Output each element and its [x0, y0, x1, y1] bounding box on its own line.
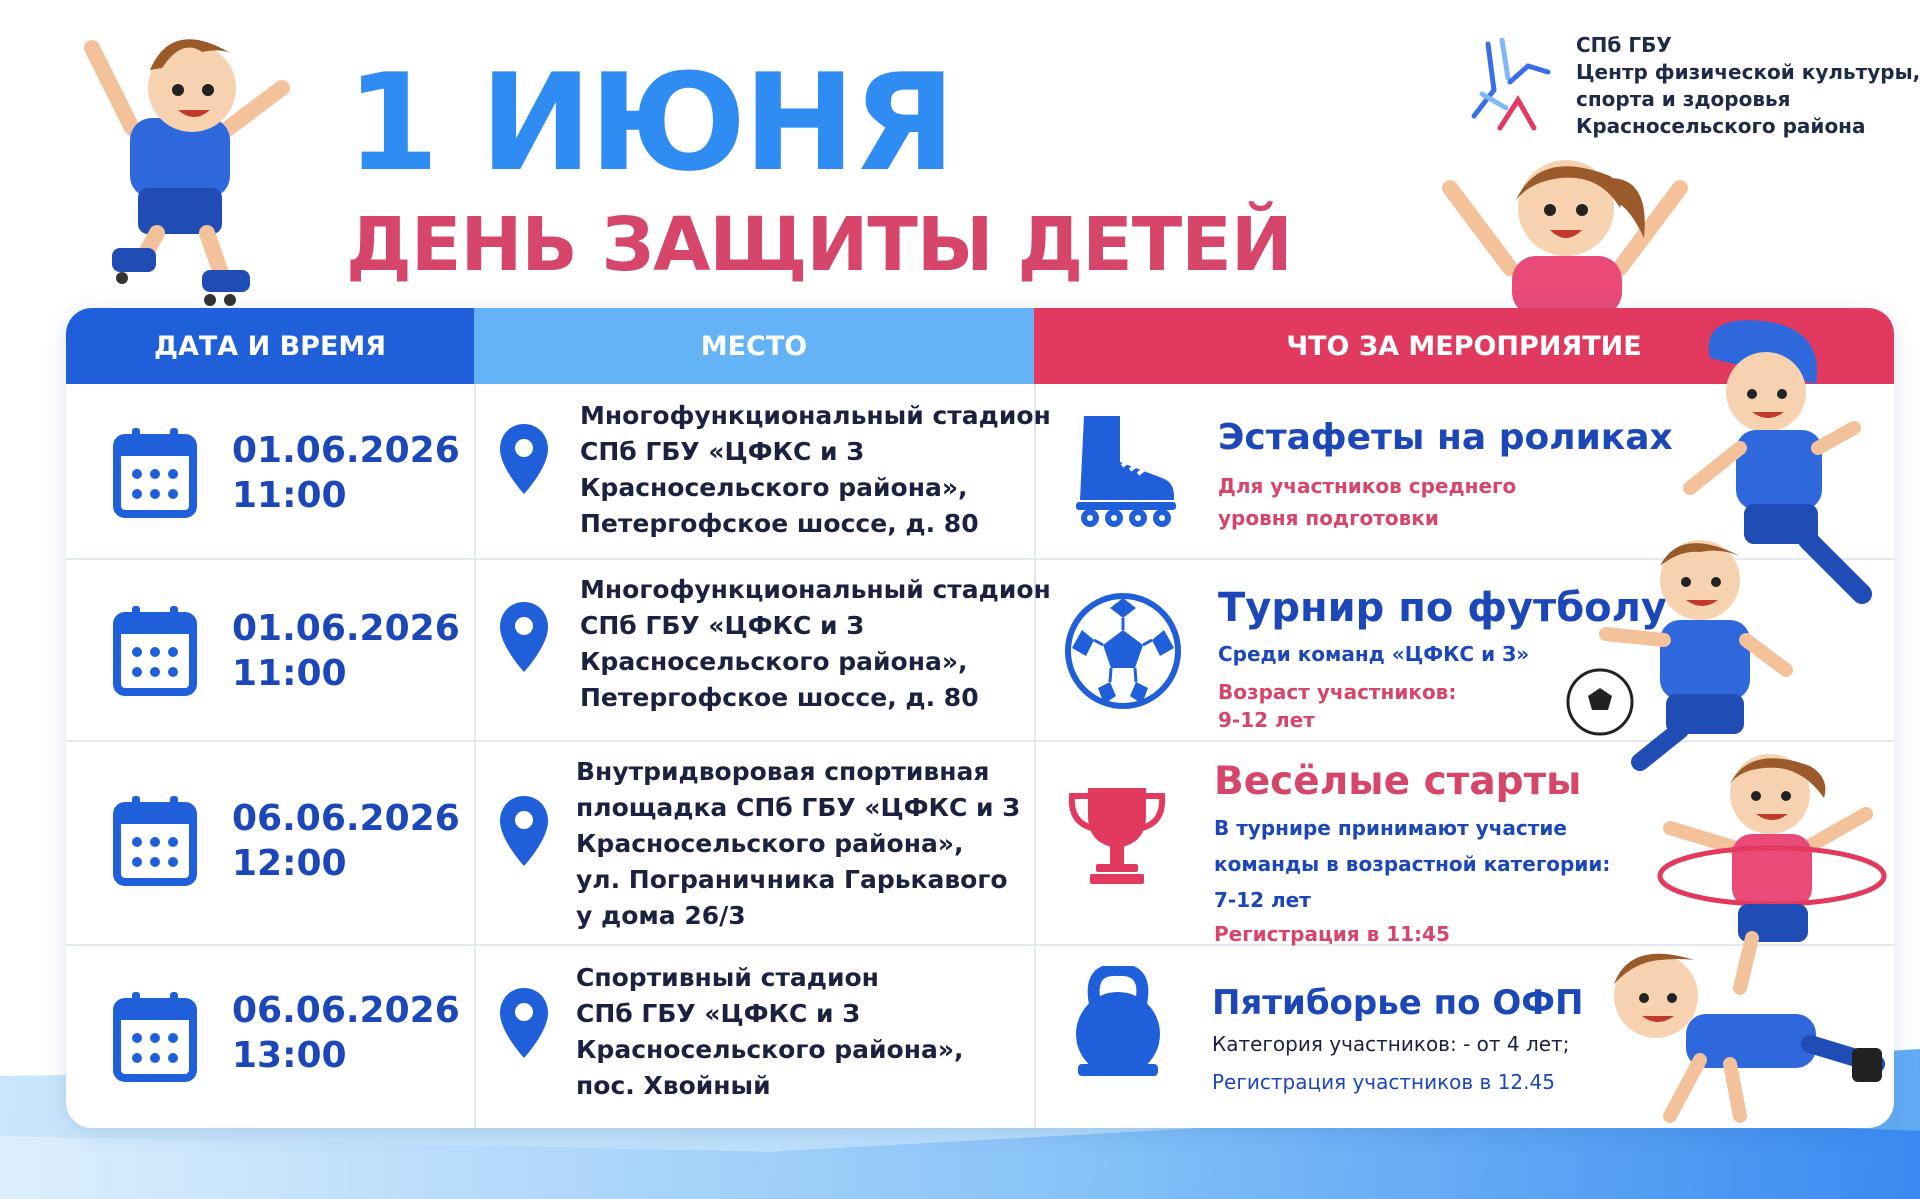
column-header-event: ЧТО ЗА МЕРОПРИЯТИЕ [1034, 308, 1894, 384]
kid-football-illustration [1560, 530, 1800, 780]
event-date: 06.06.2026 [232, 798, 460, 839]
place-line: Внутридворовая спортивная [576, 757, 990, 786]
location-pin-icon [498, 986, 550, 1060]
kid-roller-illustration [52, 8, 302, 308]
event-detail: 7-12 лет [1214, 888, 1311, 912]
event-date: 01.06.2026 [232, 608, 460, 649]
event-title: Эстафеты на роликах [1218, 417, 1673, 458]
date-time [232, 428, 460, 518]
place-line: Петергофское шоссе, д. 80 [580, 509, 979, 538]
column-header-place: МЕСТО [474, 308, 1034, 384]
event-place [580, 398, 1051, 542]
event-detail: 9-12 лет [1218, 708, 1315, 732]
date-time [232, 606, 460, 696]
event-place [580, 572, 1051, 716]
event-time: 11:00 [232, 653, 347, 694]
place-line: площадка СПб ГБУ «ЦФКС и З [576, 793, 1020, 822]
place-line: СПб ГБУ «ЦФКС и З [580, 437, 864, 466]
place-line: Петергофское шоссе, д. 80 [580, 683, 979, 712]
page-subtitle: ДЕНЬ ЗАЩИТЫ ДЕТЕЙ [346, 202, 1292, 288]
event-place [576, 754, 1020, 934]
event-title: Пятиборье по ОФП [1212, 983, 1584, 1023]
location-pin-icon [498, 600, 550, 674]
place-line: Красносельского района», [580, 473, 968, 502]
date-time [232, 988, 460, 1078]
event-time: 11:00 [232, 475, 347, 516]
place-line: СПб ГБУ «ЦФКС и З [580, 611, 864, 640]
place-line: Многофункциональный стадион [580, 575, 1051, 604]
event-date: 01.06.2026 [232, 430, 460, 471]
location-pin-icon [498, 794, 550, 868]
event-time: 13:00 [232, 1035, 347, 1076]
place-line: ул. Пограничника Гарькавого [576, 865, 1008, 894]
place-line: Красносельского района», [580, 647, 968, 676]
event-title: Весёлые старты [1214, 759, 1582, 804]
calendar-icon [112, 990, 198, 1082]
table-header [66, 308, 1894, 384]
calendar-icon [112, 426, 198, 518]
org-name [1576, 32, 1920, 140]
org-line: СПб ГБУ [1576, 33, 1672, 57]
calendar-icon [112, 794, 198, 886]
org-logo-icon [1468, 38, 1554, 134]
column-header-date: ДАТА И ВРЕМЯ [66, 308, 474, 384]
place-line: пос. Хвойный [576, 1071, 771, 1100]
place-line: у дома 26/3 [576, 901, 746, 930]
org-line: Красносельского района [1576, 114, 1866, 138]
place-line: Красносельского района», [576, 829, 964, 858]
event-detail: Регистрация участников в 12.45 [1212, 1070, 1555, 1094]
event-detail: Категория участников: - от 4 лет; [1212, 1032, 1570, 1056]
kettlebell-icon [1072, 966, 1164, 1078]
location-pin-icon [498, 422, 550, 496]
date-time [232, 796, 460, 886]
org-line: Центр физической культуры, [1576, 60, 1920, 84]
trophy-icon [1066, 782, 1168, 886]
event-date: 06.06.2026 [232, 990, 460, 1031]
event-detail: Для участников среднего [1218, 474, 1517, 498]
place-line: СПб ГБУ «ЦФКС и З [576, 999, 860, 1028]
kid-girl-illustration [1430, 148, 1700, 310]
event-detail: Среди команд «ЦФКС и З» [1218, 642, 1530, 666]
roller-skate-icon [1070, 412, 1178, 528]
event-detail: уровня подготовки [1218, 506, 1439, 530]
event-place [576, 960, 1016, 1104]
event-detail: Регистрация в 11:45 [1214, 922, 1450, 946]
org-line: спорта и здоровья [1576, 87, 1791, 111]
kid-pushup-illustration [1590, 944, 1890, 1134]
soccer-ball-icon [1064, 592, 1182, 710]
event-title: Турнир по футболу [1218, 585, 1667, 631]
place-line: Спортивный стадион [576, 963, 879, 992]
event-time: 12:00 [232, 843, 347, 884]
calendar-icon [112, 604, 198, 696]
page-title: 1 ИЮНЯ [346, 45, 953, 201]
event-detail: команды в возрастной категории: [1214, 852, 1611, 876]
place-line: Многофункциональный стадион [580, 401, 1051, 430]
place-line: Красносельского района», [576, 1035, 964, 1064]
event-detail: Возраст участников: [1218, 680, 1457, 704]
event-detail: В турнире принимают участие [1214, 816, 1567, 840]
